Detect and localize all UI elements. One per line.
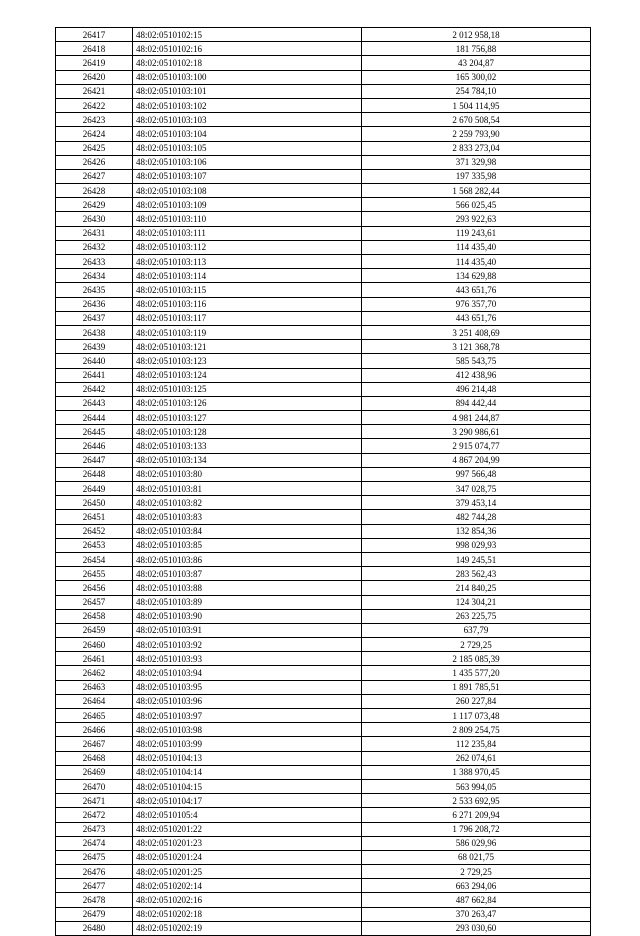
table-row bbox=[56, 42, 591, 56]
row-number-cell: 26478 bbox=[56, 893, 133, 907]
table-row bbox=[56, 311, 591, 325]
cadastral-number-cell: 48:02:0510103:81 bbox=[133, 482, 362, 496]
table-row bbox=[56, 808, 591, 822]
table-row bbox=[56, 467, 591, 481]
cadastral-value-cell: 379 453,14 bbox=[362, 496, 591, 510]
cadastral-value-cell: 254 784,10 bbox=[362, 84, 591, 98]
table-row bbox=[56, 84, 591, 98]
row-number-cell: 26435 bbox=[56, 283, 133, 297]
row-number-cell: 26449 bbox=[56, 482, 133, 496]
cadastral-number-cell: 48:02:0510102:16 bbox=[133, 42, 362, 56]
row-number-cell: 26441 bbox=[56, 368, 133, 382]
row-number-cell: 26424 bbox=[56, 127, 133, 141]
row-number-cell: 26430 bbox=[56, 212, 133, 226]
cadastral-value-cell: 114 435,40 bbox=[362, 240, 591, 254]
table-row bbox=[56, 283, 591, 297]
table-row bbox=[56, 836, 591, 850]
table-row bbox=[56, 226, 591, 240]
row-number-cell: 26462 bbox=[56, 666, 133, 680]
cadastral-value-cell: 566 025,45 bbox=[362, 198, 591, 212]
cadastral-number-cell: 48:02:0510103:117 bbox=[133, 311, 362, 325]
cadastral-value-cell: 2 012 958,18 bbox=[362, 28, 591, 42]
cadastral-value-cell: 563 994,05 bbox=[362, 779, 591, 793]
table-row bbox=[56, 751, 591, 765]
cadastral-number-cell: 48:02:0510201:23 bbox=[133, 836, 362, 850]
cadastral-number-cell: 48:02:0510103:86 bbox=[133, 552, 362, 566]
cadastral-number-cell: 48:02:0510103:100 bbox=[133, 70, 362, 84]
table-row bbox=[56, 325, 591, 339]
cadastral-value-cell: 3 290 986,61 bbox=[362, 425, 591, 439]
cadastral-value-cell: 112 235,84 bbox=[362, 737, 591, 751]
table-row bbox=[56, 694, 591, 708]
cadastral-value-cell: 586 029,96 bbox=[362, 836, 591, 850]
table-row bbox=[56, 595, 591, 609]
row-number-cell: 26427 bbox=[56, 169, 133, 183]
cadastral-number-cell: 48:02:0510202:18 bbox=[133, 907, 362, 921]
row-number-cell: 26468 bbox=[56, 751, 133, 765]
row-number-cell: 26440 bbox=[56, 354, 133, 368]
table-row bbox=[56, 28, 591, 42]
cadastral-number-cell: 48:02:0510103:112 bbox=[133, 240, 362, 254]
cadastral-value-cell: 3 251 408,69 bbox=[362, 325, 591, 339]
row-number-cell: 26461 bbox=[56, 652, 133, 666]
cadastral-number-cell: 48:02:0510103:99 bbox=[133, 737, 362, 751]
cadastral-number-cell: 48:02:0510201:24 bbox=[133, 850, 362, 864]
row-number-cell: 26436 bbox=[56, 297, 133, 311]
table-row bbox=[56, 779, 591, 793]
table-row bbox=[56, 850, 591, 864]
cadastral-number-cell: 48:02:0510103:119 bbox=[133, 325, 362, 339]
cadastral-number-cell: 48:02:0510104:13 bbox=[133, 751, 362, 765]
cadastral-number-cell: 48:02:0510103:109 bbox=[133, 198, 362, 212]
table-row bbox=[56, 638, 591, 652]
table-row bbox=[56, 737, 591, 751]
table-row bbox=[56, 70, 591, 84]
cadastral-number-cell: 48:02:0510103:101 bbox=[133, 84, 362, 98]
cadastral-number-cell: 48:02:0510202:14 bbox=[133, 879, 362, 893]
cadastral-value-cell: 263 225,75 bbox=[362, 609, 591, 623]
cadastral-value-cell: 4 981 244,87 bbox=[362, 411, 591, 425]
row-number-cell: 26464 bbox=[56, 694, 133, 708]
row-number-cell: 26418 bbox=[56, 42, 133, 56]
cadastral-number-cell: 48:02:0510103:82 bbox=[133, 496, 362, 510]
cadastral-number-cell: 48:02:0510104:14 bbox=[133, 765, 362, 779]
row-number-cell: 26472 bbox=[56, 808, 133, 822]
row-number-cell: 26466 bbox=[56, 723, 133, 737]
row-number-cell: 26479 bbox=[56, 907, 133, 921]
cadastral-value-cell: 2 533 692,95 bbox=[362, 794, 591, 808]
row-number-cell: 26452 bbox=[56, 524, 133, 538]
row-number-cell: 26432 bbox=[56, 240, 133, 254]
cadastral-value-cell: 283 562,43 bbox=[362, 567, 591, 581]
table-row bbox=[56, 255, 591, 269]
cadastral-value-cell: 370 263,47 bbox=[362, 907, 591, 921]
row-number-cell: 26434 bbox=[56, 269, 133, 283]
table-row bbox=[56, 212, 591, 226]
table-row bbox=[56, 907, 591, 921]
row-number-cell: 26480 bbox=[56, 921, 133, 935]
cadastral-value-cell: 293 030,60 bbox=[362, 921, 591, 935]
row-number-cell: 26437 bbox=[56, 311, 133, 325]
table-row bbox=[56, 340, 591, 354]
table-body bbox=[56, 28, 591, 936]
cadastral-number-cell: 48:02:0510103:108 bbox=[133, 184, 362, 198]
row-number-cell: 26443 bbox=[56, 396, 133, 410]
cadastral-number-cell: 48:02:0510103:96 bbox=[133, 694, 362, 708]
cadastral-value-cell: 1 388 970,45 bbox=[362, 765, 591, 779]
row-number-cell: 26475 bbox=[56, 850, 133, 864]
cadastral-value-cell: 3 121 368,78 bbox=[362, 340, 591, 354]
row-number-cell: 26448 bbox=[56, 467, 133, 481]
cadastral-value-table bbox=[55, 27, 591, 936]
table-row bbox=[56, 680, 591, 694]
table-row bbox=[56, 240, 591, 254]
table-row bbox=[56, 794, 591, 808]
cadastral-number-cell: 48:02:0510103:116 bbox=[133, 297, 362, 311]
cadastral-value-cell: 1 568 282,44 bbox=[362, 184, 591, 198]
row-number-cell: 26456 bbox=[56, 581, 133, 595]
table-row bbox=[56, 269, 591, 283]
row-number-cell: 26423 bbox=[56, 113, 133, 127]
table-row bbox=[56, 567, 591, 581]
row-number-cell: 26447 bbox=[56, 453, 133, 467]
cadastral-value-cell: 663 294,06 bbox=[362, 879, 591, 893]
table-row bbox=[56, 396, 591, 410]
cadastral-number-cell: 48:02:0510103:87 bbox=[133, 567, 362, 581]
cadastral-number-cell: 48:02:0510103:97 bbox=[133, 709, 362, 723]
table-row bbox=[56, 354, 591, 368]
cadastral-value-cell: 197 335,98 bbox=[362, 169, 591, 183]
table-row bbox=[56, 141, 591, 155]
table-row bbox=[56, 552, 591, 566]
cadastral-value-cell: 371 329,98 bbox=[362, 155, 591, 169]
row-number-cell: 26421 bbox=[56, 84, 133, 98]
cadastral-value-cell: 260 227,84 bbox=[362, 694, 591, 708]
cadastral-number-cell: 48:02:0510103:92 bbox=[133, 638, 362, 652]
row-number-cell: 26467 bbox=[56, 737, 133, 751]
cadastral-value-cell: 2 185 085,39 bbox=[362, 652, 591, 666]
row-number-cell: 26458 bbox=[56, 609, 133, 623]
cadastral-number-cell: 48:02:0510103:83 bbox=[133, 510, 362, 524]
table-row bbox=[56, 169, 591, 183]
row-number-cell: 26420 bbox=[56, 70, 133, 84]
cadastral-number-cell: 48:02:0510103:114 bbox=[133, 269, 362, 283]
cadastral-value-cell: 132 854,36 bbox=[362, 524, 591, 538]
table-row bbox=[56, 184, 591, 198]
cadastral-number-cell: 48:02:0510103:126 bbox=[133, 396, 362, 410]
cadastral-value-cell: 637,79 bbox=[362, 623, 591, 637]
cadastral-value-cell: 293 922,63 bbox=[362, 212, 591, 226]
cadastral-number-cell: 48:02:0510202:19 bbox=[133, 921, 362, 935]
row-number-cell: 26431 bbox=[56, 226, 133, 240]
table-row bbox=[56, 297, 591, 311]
cadastral-number-cell: 48:02:0510103:84 bbox=[133, 524, 362, 538]
row-number-cell: 26463 bbox=[56, 680, 133, 694]
cadastral-value-cell: 1 117 073,48 bbox=[362, 709, 591, 723]
cadastral-value-cell: 2 729,25 bbox=[362, 638, 591, 652]
table-row bbox=[56, 723, 591, 737]
table-row bbox=[56, 382, 591, 396]
cadastral-value-cell: 149 245,51 bbox=[362, 552, 591, 566]
table-row bbox=[56, 524, 591, 538]
table-row bbox=[56, 623, 591, 637]
cadastral-value-cell: 119 243,61 bbox=[362, 226, 591, 240]
cadastral-value-cell: 443 651,76 bbox=[362, 283, 591, 297]
table-row bbox=[56, 425, 591, 439]
cadastral-value-cell: 2 833 273,04 bbox=[362, 141, 591, 155]
cadastral-value-cell: 496 214,48 bbox=[362, 382, 591, 396]
table-row bbox=[56, 482, 591, 496]
table-row bbox=[56, 411, 591, 425]
row-number-cell: 26442 bbox=[56, 382, 133, 396]
row-number-cell: 26429 bbox=[56, 198, 133, 212]
cadastral-value-cell: 2 915 074,77 bbox=[362, 439, 591, 453]
cadastral-value-cell: 2 670 508,54 bbox=[362, 113, 591, 127]
cadastral-number-cell: 48:02:0510103:90 bbox=[133, 609, 362, 623]
row-number-cell: 26444 bbox=[56, 411, 133, 425]
cadastral-value-cell: 114 435,40 bbox=[362, 255, 591, 269]
cadastral-number-cell: 48:02:0510103:95 bbox=[133, 680, 362, 694]
table-row bbox=[56, 865, 591, 879]
cadastral-value-cell: 976 357,70 bbox=[362, 297, 591, 311]
row-number-cell: 26446 bbox=[56, 439, 133, 453]
table-row bbox=[56, 709, 591, 723]
table-row bbox=[56, 510, 591, 524]
table-row bbox=[56, 921, 591, 935]
cadastral-number-cell: 48:02:0510103:103 bbox=[133, 113, 362, 127]
table-row bbox=[56, 439, 591, 453]
cadastral-number-cell: 48:02:0510201:25 bbox=[133, 865, 362, 879]
row-number-cell: 26465 bbox=[56, 709, 133, 723]
cadastral-number-cell: 48:02:0510103:134 bbox=[133, 453, 362, 467]
row-number-cell: 26459 bbox=[56, 623, 133, 637]
row-number-cell: 26426 bbox=[56, 155, 133, 169]
cadastral-value-cell: 181 756,88 bbox=[362, 42, 591, 56]
cadastral-number-cell: 48:02:0510103:98 bbox=[133, 723, 362, 737]
cadastral-value-cell: 165 300,02 bbox=[362, 70, 591, 84]
cadastral-number-cell: 48:02:0510103:123 bbox=[133, 354, 362, 368]
table-row bbox=[56, 666, 591, 680]
cadastral-number-cell: 48:02:0510102:15 bbox=[133, 28, 362, 42]
cadastral-value-cell: 997 566,48 bbox=[362, 467, 591, 481]
cadastral-number-cell: 48:02:0510104:15 bbox=[133, 779, 362, 793]
row-number-cell: 26438 bbox=[56, 325, 133, 339]
row-number-cell: 26460 bbox=[56, 638, 133, 652]
row-number-cell: 26439 bbox=[56, 340, 133, 354]
table-row bbox=[56, 155, 591, 169]
cadastral-value-cell: 894 442,44 bbox=[362, 396, 591, 410]
cadastral-number-cell: 48:02:0510103:80 bbox=[133, 467, 362, 481]
table-row bbox=[56, 765, 591, 779]
table-row bbox=[56, 609, 591, 623]
cadastral-number-cell: 48:02:0510103:102 bbox=[133, 98, 362, 112]
row-number-cell: 26477 bbox=[56, 879, 133, 893]
cadastral-value-cell: 134 629,88 bbox=[362, 269, 591, 283]
cadastral-number-cell: 48:02:0510103:85 bbox=[133, 538, 362, 552]
cadastral-number-cell: 48:02:0510103:93 bbox=[133, 652, 362, 666]
cadastral-number-cell: 48:02:0510202:16 bbox=[133, 893, 362, 907]
cadastral-value-cell: 1 504 114,95 bbox=[362, 98, 591, 112]
row-number-cell: 26471 bbox=[56, 794, 133, 808]
cadastral-value-cell: 4 867 204,99 bbox=[362, 453, 591, 467]
cadastral-number-cell: 48:02:0510103:111 bbox=[133, 226, 362, 240]
cadastral-value-cell: 6 271 209,94 bbox=[362, 808, 591, 822]
cadastral-value-cell: 1 891 785,51 bbox=[362, 680, 591, 694]
row-number-cell: 26474 bbox=[56, 836, 133, 850]
cadastral-number-cell: 48:02:0510103:115 bbox=[133, 283, 362, 297]
cadastral-value-cell: 998 029,93 bbox=[362, 538, 591, 552]
cadastral-number-cell: 48:02:0510103:89 bbox=[133, 595, 362, 609]
cadastral-value-cell: 443 651,76 bbox=[362, 311, 591, 325]
table-row bbox=[56, 496, 591, 510]
cadastral-number-cell: 48:02:0510103:88 bbox=[133, 581, 362, 595]
table-row bbox=[56, 56, 591, 70]
cadastral-number-cell: 48:02:0510105:4 bbox=[133, 808, 362, 822]
row-number-cell: 26419 bbox=[56, 56, 133, 70]
cadastral-number-cell: 48:02:0510103:107 bbox=[133, 169, 362, 183]
table-row bbox=[56, 822, 591, 836]
row-number-cell: 26425 bbox=[56, 141, 133, 155]
cadastral-number-cell: 48:02:0510103:110 bbox=[133, 212, 362, 226]
cadastral-value-cell: 124 304,21 bbox=[362, 595, 591, 609]
row-number-cell: 26445 bbox=[56, 425, 133, 439]
row-number-cell: 26454 bbox=[56, 552, 133, 566]
table-row bbox=[56, 127, 591, 141]
cadastral-value-cell: 412 438,96 bbox=[362, 368, 591, 382]
row-number-cell: 26451 bbox=[56, 510, 133, 524]
table-row bbox=[56, 538, 591, 552]
cadastral-value-cell: 1 796 208,72 bbox=[362, 822, 591, 836]
cadastral-value-cell: 2 809 254,75 bbox=[362, 723, 591, 737]
row-number-cell: 26470 bbox=[56, 779, 133, 793]
cadastral-number-cell: 48:02:0510103:133 bbox=[133, 439, 362, 453]
cadastral-number-cell: 48:02:0510103:104 bbox=[133, 127, 362, 141]
row-number-cell: 26476 bbox=[56, 865, 133, 879]
cadastral-value-cell: 1 435 577,20 bbox=[362, 666, 591, 680]
row-number-cell: 26457 bbox=[56, 595, 133, 609]
cadastral-number-cell: 48:02:0510104:17 bbox=[133, 794, 362, 808]
row-number-cell: 26469 bbox=[56, 765, 133, 779]
table-row bbox=[56, 453, 591, 467]
row-number-cell: 26422 bbox=[56, 98, 133, 112]
row-number-cell: 26428 bbox=[56, 184, 133, 198]
table-row bbox=[56, 98, 591, 112]
cadastral-number-cell: 48:02:0510103:113 bbox=[133, 255, 362, 269]
cadastral-value-cell: 262 074,61 bbox=[362, 751, 591, 765]
table-row bbox=[56, 879, 591, 893]
cadastral-value-cell: 482 744,28 bbox=[362, 510, 591, 524]
table-row bbox=[56, 368, 591, 382]
cadastral-value-cell: 68 021,75 bbox=[362, 850, 591, 864]
cadastral-number-cell: 48:02:0510103:124 bbox=[133, 368, 362, 382]
table-row bbox=[56, 113, 591, 127]
cadastral-value-cell: 487 662,84 bbox=[362, 893, 591, 907]
table-row bbox=[56, 581, 591, 595]
cadastral-number-cell: 48:02:0510102:18 bbox=[133, 56, 362, 70]
cadastral-number-cell: 48:02:0510103:105 bbox=[133, 141, 362, 155]
cadastral-number-cell: 48:02:0510103:94 bbox=[133, 666, 362, 680]
cadastral-number-cell: 48:02:0510103:106 bbox=[133, 155, 362, 169]
cadastral-value-cell: 2 259 793,90 bbox=[362, 127, 591, 141]
cadastral-value-cell: 585 543,75 bbox=[362, 354, 591, 368]
cadastral-number-cell: 48:02:0510103:127 bbox=[133, 411, 362, 425]
row-number-cell: 26453 bbox=[56, 538, 133, 552]
row-number-cell: 26433 bbox=[56, 255, 133, 269]
table-row bbox=[56, 198, 591, 212]
cadastral-number-cell: 48:02:0510103:121 bbox=[133, 340, 362, 354]
row-number-cell: 26455 bbox=[56, 567, 133, 581]
row-number-cell: 26473 bbox=[56, 822, 133, 836]
row-number-cell: 26417 bbox=[56, 28, 133, 42]
cadastral-value-cell: 347 028,75 bbox=[362, 482, 591, 496]
cadastral-number-cell: 48:02:0510103:128 bbox=[133, 425, 362, 439]
cadastral-value-cell: 214 840,25 bbox=[362, 581, 591, 595]
cadastral-value-cell: 2 729,25 bbox=[362, 865, 591, 879]
row-number-cell: 26450 bbox=[56, 496, 133, 510]
cadastral-value-cell: 43 204,87 bbox=[362, 56, 591, 70]
table-row bbox=[56, 652, 591, 666]
cadastral-number-cell: 48:02:0510103:91 bbox=[133, 623, 362, 637]
cadastral-number-cell: 48:02:0510103:125 bbox=[133, 382, 362, 396]
cadastral-number-cell: 48:02:0510201:22 bbox=[133, 822, 362, 836]
